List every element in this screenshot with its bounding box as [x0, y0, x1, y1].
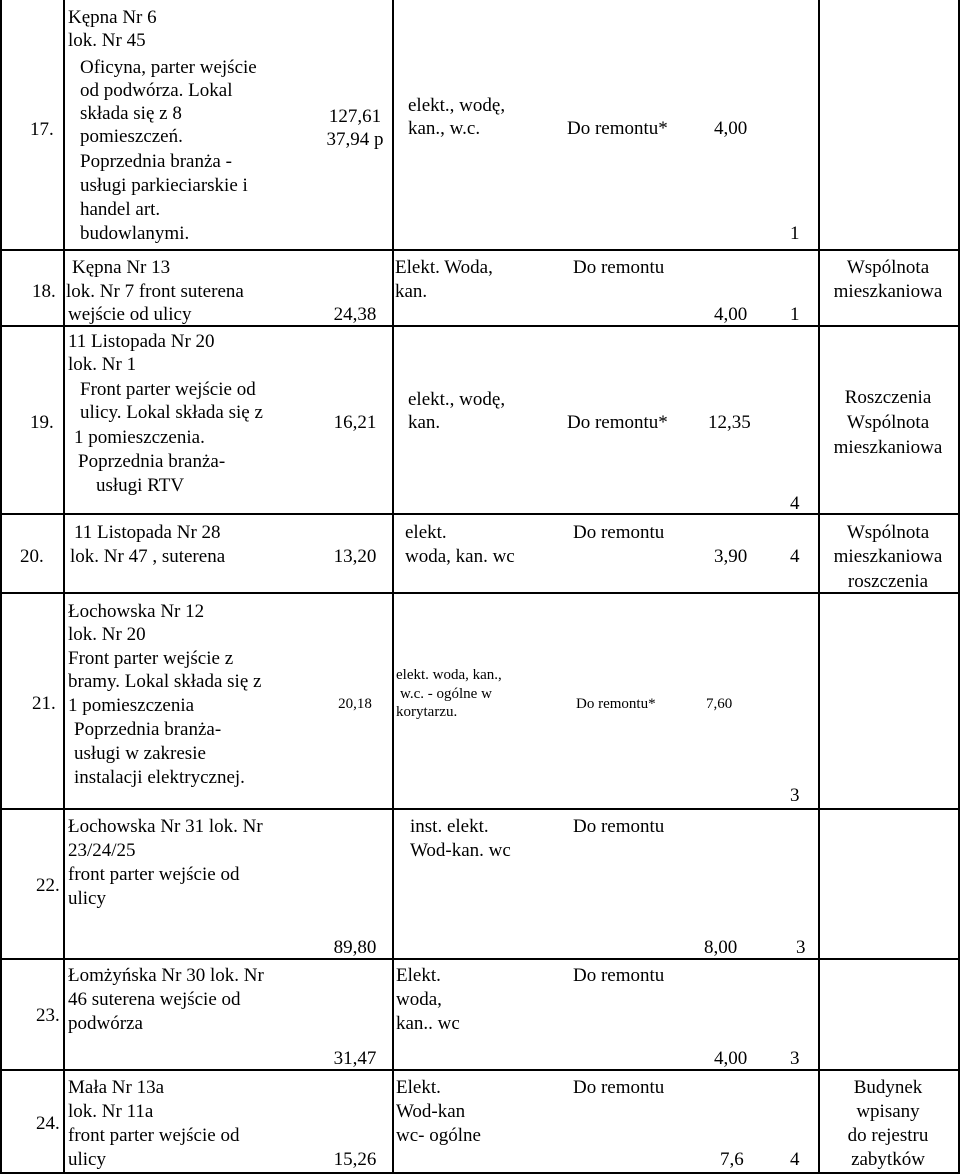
notes-line: wpisany [856, 1101, 920, 1122]
address-line: lok. Nr 1 [68, 354, 137, 375]
address-line: Łochowska Nr 31 lok. Nr [68, 816, 263, 837]
column-divider-address [392, 0, 394, 1174]
media-line: kan. [395, 281, 428, 302]
column-divider-no [63, 0, 65, 1174]
condition-text: Do remontu [573, 522, 665, 543]
area-value: 16,21 [333, 412, 377, 433]
condition-text: Do remontu* [567, 118, 668, 139]
row-number: 22. [36, 875, 60, 896]
rate-value: 4,00 [714, 118, 748, 139]
description-line: Poprzednia branża - [80, 151, 232, 172]
condition-text: Do remontu [573, 257, 665, 278]
area-value: 15,26 [333, 1149, 377, 1170]
row-number: 18. [32, 281, 56, 302]
notes-line: mieszkaniowa [833, 281, 943, 302]
notes-line: Roszczenia [844, 387, 932, 408]
description-line: ulicy. Lokal składa się z [80, 402, 263, 423]
row-number: 20. [20, 546, 44, 567]
row-divider-20 [0, 592, 960, 594]
row-divider-21 [0, 808, 960, 810]
media-line: wc- ogólne [396, 1125, 481, 1146]
address-line: ulicy [68, 1149, 106, 1170]
row-divider-19 [0, 513, 960, 515]
media-line: Elekt. [396, 965, 441, 986]
group-value: 4 [790, 493, 800, 514]
table-border-right [958, 0, 960, 1174]
notes-line: Wspólnota [846, 412, 930, 433]
condition-text: Do remontu [573, 816, 665, 837]
description-line: budowlanymi. [80, 223, 190, 244]
address-line: lok. Nr 45 [68, 30, 146, 51]
notes-line: do rejestru [847, 1125, 929, 1146]
address-line: front parter wejście od [68, 1125, 240, 1146]
group-value: 3 [796, 937, 806, 958]
address-line: lok. Nr 7 front suterena [66, 281, 244, 302]
address-line: 1 pomieszczenia [68, 695, 195, 716]
media-line: kan.. wc [396, 1013, 460, 1034]
rate-value: 7,6 [720, 1149, 744, 1170]
media-line: w.c. - ogólne w [400, 686, 492, 702]
address-line: Łochowska Nr 12 [68, 601, 205, 622]
address-line: Łomżyńska Nr 30 lok. Nr [68, 965, 264, 986]
address-line: Kępna Nr 13 [72, 257, 171, 278]
address-line: ulicy [68, 888, 106, 909]
description-line: Poprzednia branża- [78, 451, 226, 472]
area-value: 24,38 [333, 304, 377, 325]
row-divider-17 [0, 249, 960, 251]
rate-value: 4,00 [714, 304, 748, 325]
media-line: korytarzu. [396, 704, 458, 720]
description-line: pomieszczeń. [80, 126, 183, 147]
group-value: 1 [790, 223, 800, 244]
description-line: usługi RTV [96, 475, 185, 496]
media-line: inst. elekt. [410, 816, 489, 837]
address-line: lok. Nr 47 , suterena [70, 546, 226, 567]
area-value: 89,80 [333, 937, 377, 958]
address-line: Front parter wejście z [68, 648, 234, 669]
media-line: elekt. [405, 522, 447, 543]
group-value: 1 [790, 304, 800, 325]
address-line: Mała Nr 13a [68, 1077, 165, 1098]
media-line: Elekt. Woda, [395, 257, 493, 278]
row-number: 23. [36, 1005, 60, 1026]
media-line: woda, kan. wc [405, 546, 515, 567]
media-line: Wod-kan. wc [410, 840, 511, 861]
area-value: 37,94 p [326, 129, 384, 150]
row-number: 19. [30, 412, 54, 433]
description-line: instalacji elektrycznej. [74, 767, 245, 788]
address-line: bramy. Lokal składa się z [68, 671, 262, 692]
description-line: Front parter wejście od [80, 379, 256, 400]
group-value: 4 [790, 1149, 800, 1170]
media-line: kan. [408, 412, 441, 433]
media-line: elekt., wodę, [408, 95, 506, 116]
area-value: 20,18 [338, 696, 372, 712]
condition-text: Do remontu* [567, 412, 668, 433]
description-line: od podwórza. Lokal [80, 80, 233, 101]
media-line: kan., w.c. [408, 118, 481, 139]
notes-line: roszczenia [847, 571, 929, 592]
row-number: 17. [30, 119, 54, 140]
address-line: 23/24/25 [68, 840, 136, 861]
group-value: 3 [790, 1048, 800, 1069]
condition-text: Do remontu [573, 1077, 665, 1098]
rate-value: 12,35 [708, 412, 751, 433]
media-line: woda, [396, 989, 442, 1010]
rate-value: 7,60 [706, 696, 733, 712]
address-line: Kępna Nr 6 [68, 7, 157, 28]
group-value: 4 [790, 546, 800, 567]
address-line: 11 Listopada Nr 28 [74, 522, 221, 543]
address-line: front parter wejście od [68, 864, 240, 885]
rate-value: 4,00 [714, 1048, 748, 1069]
description-line: 1 pomieszczenia. [74, 427, 205, 448]
group-value: 3 [790, 785, 800, 806]
table-border-left [0, 0, 2, 1174]
notes-line: mieszkaniowa [833, 437, 943, 458]
notes-line: Wspólnota [846, 257, 930, 278]
description-line: Poprzednia branża- [74, 719, 222, 740]
description-line: składa się z 8 [80, 103, 182, 124]
area-value: 31,47 [333, 1048, 377, 1069]
address-line: wejście od ulicy [68, 304, 192, 325]
address-line: 11 Listopada Nr 20 [68, 331, 215, 352]
address-line: podwórza [68, 1013, 143, 1034]
description-line: handel art. [80, 199, 161, 220]
table-border-bottom [0, 1172, 960, 1174]
row-divider-23 [0, 1069, 960, 1071]
area-value: 13,20 [333, 546, 377, 567]
notes-line: mieszkaniowa [833, 546, 943, 567]
row-number: 21. [32, 693, 56, 714]
rate-value: 3,90 [714, 546, 748, 567]
row-divider-22 [0, 958, 960, 960]
description-line: Oficyna, parter wejście [80, 57, 257, 78]
condition-text: Do remontu* [576, 696, 656, 712]
row-number: 24. [36, 1113, 60, 1134]
media-line: elekt. woda, kan., [396, 667, 502, 683]
media-line: Elekt. [396, 1077, 441, 1098]
notes-line: Wspólnota [846, 522, 930, 543]
rate-value: 8,00 [704, 937, 738, 958]
media-line: Wod-kan [396, 1101, 466, 1122]
address-line: lok. Nr 20 [68, 624, 146, 645]
condition-text: Do remontu [573, 965, 665, 986]
media-line: elekt., wodę, [408, 389, 506, 410]
description-line: usługi parkieciarskie i [80, 175, 248, 196]
notes-line: Budynek [853, 1077, 923, 1098]
address-line: 46 suterena wejście od [68, 989, 241, 1010]
description-line: usługi w zakresie [74, 743, 206, 764]
area-value: 127,61 [328, 106, 382, 127]
notes-line: zabytków [851, 1149, 925, 1170]
address-line: lok. Nr 11a [68, 1101, 154, 1122]
